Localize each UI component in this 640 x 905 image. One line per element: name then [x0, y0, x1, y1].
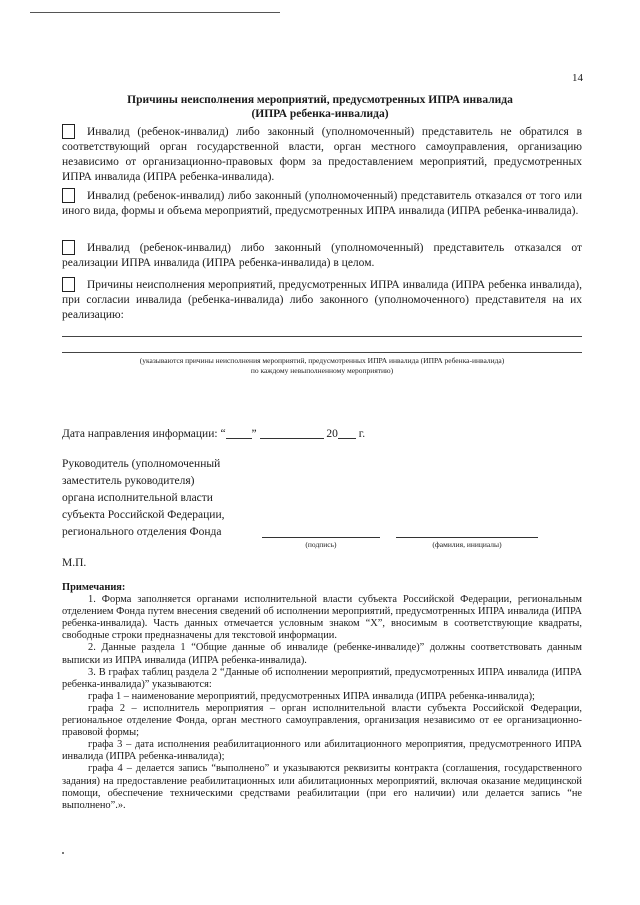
signer-line-3: органа исполнительной власти — [62, 492, 213, 504]
option-2-lead: Инвалид (ребенок-инвалид) либо законный (уполномоченный) представитель отказался от — [87, 190, 537, 202]
reasons-caption-line-2: по каждому невыполненному мероприятию) — [250, 366, 394, 375]
date-day-field[interactable] — [226, 426, 252, 439]
checkbox-other-reasons[interactable] — [62, 277, 75, 292]
note-2: 2. Данные раздела 1 “Общие данные об инвалиде (ребенке-инвалиде)” должны соответствовать данным выписки из ИПРА инвалида (ИПРА ребенка-инвалида). — [62, 642, 582, 666]
option-4-rest: инвалида), при согласии инвалида (ребенка-инвалида) либо законного (уполномоченного) представителя на их реализацию: — [62, 279, 582, 321]
date-row — [62, 426, 365, 440]
checkbox-not-applied[interactable] — [62, 124, 75, 139]
date-year-field[interactable] — [338, 426, 356, 439]
page-number: 14 — [572, 72, 583, 84]
option-2-rest: того или иного вида, формы и объема мероприятий, предусмотренных ИПРА инвалида (ИПРА ребенка-инвалида). — [62, 190, 583, 217]
signer-line-2: заместитель руководителя) — [62, 475, 195, 487]
reasons-line-1[interactable] — [62, 336, 582, 337]
title-line-2: (ИПРА ребенка-инвалида) — [251, 108, 389, 120]
note-1: 1. Форма заполняется органами исполнительной власти субъекта Российской Федерации, региональным отделением Фонда путем внесения сведений об исполнении мероприятий, предусмотренных ИПРА инвалида (ИПРА ребенка-инвалида). Часть данных отмечается условным знаком “X”, вносимым в соответствующие квадраты, свободные строки предназначены для текстовой информации. — [62, 594, 582, 642]
reasons-line-2[interactable] — [62, 352, 582, 353]
option-1-lead: Инвалид (ребенок-инвалид) либо законный (уполномоченный) представитель не обратился — [87, 126, 569, 138]
signer-line-1: Руководитель (уполномоченный — [62, 458, 221, 470]
signer-line-4: субъекта Российской Федерации, — [62, 509, 225, 521]
option-refused-partial — [62, 188, 582, 219]
option-4-lead: Причины неисполнения мероприятий, предусмотренных ИПРА инвалида (ИПРА ребенка — [87, 279, 527, 291]
date-label: Дата направления информации: — [62, 428, 218, 440]
option-other-reasons — [62, 277, 582, 323]
signer-line-5: регионального отделения Фонда — [62, 526, 222, 538]
option-1-rest: в соответствующий орган государственной власти, орган местного самоуправления, организацию независимо от организационно-правовых форм за предоставлением мероприятий, предусмотренных ИПРА инвалида (ИПРА ребенка-инвалида). — [62, 126, 582, 183]
reasons-caption-line-1: (указываются причины неисполнения мероприятий, предусмотренных ИПРА инвалида (ИПРА ребенка-инвалида) — [139, 356, 505, 365]
signer-block — [62, 456, 224, 541]
notes-section — [62, 582, 582, 812]
option-3-lead: Инвалид (ребенок-инвалид) либо законный (уполномоченный) представитель отказался от — [87, 242, 582, 254]
date-year-prefix: 20 — [326, 428, 338, 440]
date-month-field[interactable] — [260, 426, 324, 439]
note-column-1: графа 1 – наименование мероприятий, предусмотренных ИПРА инвалида (ИПРА ребенка-инвалида); — [88, 690, 535, 702]
reasons-caption — [62, 356, 582, 376]
top-rule — [30, 12, 280, 13]
checkbox-refused-partial[interactable] — [62, 188, 75, 203]
name-field[interactable] — [396, 537, 538, 538]
seal-label: М.П. — [62, 557, 87, 569]
signature-field[interactable] — [262, 537, 380, 538]
date-open-quote: “ — [220, 428, 226, 440]
note-3: 3. В графах таблиц раздела 2 “Данные об исполнении мероприятий, предусмотренных ИПРА инвалида (ИПРА ребенка-инвалида)” указываются: — [62, 666, 582, 690]
notes-header: Примечания: — [62, 582, 126, 593]
signature-caption: (подпись) — [305, 540, 337, 549]
section-title — [60, 93, 580, 121]
name-caption: (фамилия, инициалы) — [432, 540, 502, 549]
checkbox-refused-whole[interactable] — [62, 240, 75, 255]
option-3-rest: реализации ИПРА инвалида (ИПРА ребенка-инвалида) в целом. — [62, 257, 375, 269]
title-line-1: Причины неисполнения мероприятий, предусмотренных ИПРА инвалида — [127, 94, 513, 106]
note-column-2: графа 2 – исполнитель мероприятия – орган исполнительной власти субъекта Российской Федерации, региональное отделение Фонда, орган местного самоуправления, организация независимо от ее организационно-правовой формы; — [62, 702, 582, 739]
note-column-4: графа 4 – делается запись “выполнено” и указываются реквизиты контракта (соглашения, государственного задания) на предоставление реабилитационных или абилитационных мероприятий, включая оказание медицинской помощи, обеспечение техническими средствами реабилитации (при его наличии) или делается запись “не выполнено”.». — [62, 763, 582, 811]
note-column-3: графа 3 – дата исполнения реабилитационного или абилитационного мероприятия, предусмотренного ИПРА инвалида (ИПРА ребенка-инвалида); — [62, 739, 582, 763]
date-year-suffix: г. — [358, 428, 366, 440]
option-not-applied — [62, 124, 582, 185]
scan-speck — [62, 852, 64, 854]
option-refused-whole — [62, 240, 582, 271]
date-close-quote: ” — [251, 428, 257, 440]
